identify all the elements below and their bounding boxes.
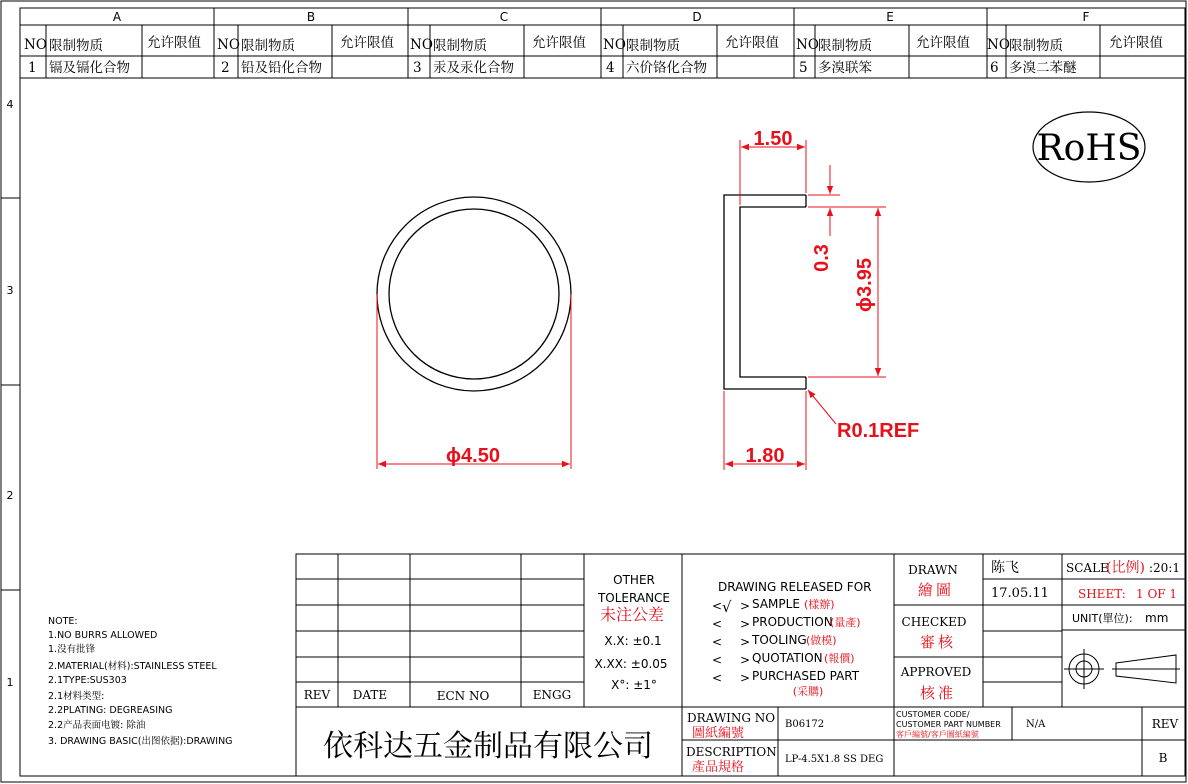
release-close-mark: >: [740, 653, 751, 667]
drawn-date: 17.05.11: [991, 586, 1049, 601]
tolerance-title-cn: 未注公差: [599, 605, 665, 624]
ring-front-view: [377, 197, 571, 469]
tolerance-title-1: OTHER: [613, 573, 655, 587]
release-option-sample: SAMPLE: [752, 597, 800, 611]
note-line: 1.NO BURRS ALLOWED: [48, 630, 158, 641]
release-option-tooling: TOOLING: [752, 633, 807, 647]
date-header: DATE: [352, 688, 388, 702]
zone-row-1: 1: [6, 676, 14, 689]
description-label-cn: 產品規格: [692, 760, 745, 775]
checked-label: CHECKED: [901, 615, 967, 629]
scale-label-cn: (比例): [1106, 560, 1145, 576]
drawing-no-value: B06172: [785, 719, 825, 730]
unit-value: mm: [1145, 611, 1169, 625]
rev-label: REV: [1151, 717, 1179, 731]
scale-sheet-block: [1066, 560, 1180, 625]
substance-no: 2: [221, 60, 230, 76]
release-check-mark: √: [722, 598, 732, 616]
tolerance-block: [594, 573, 670, 692]
release-open-mark: <: [712, 653, 723, 667]
rohs-mark: [1033, 112, 1145, 182]
zone-column-a: A: [112, 10, 122, 24]
note-line: 2.2产品表面电镀: 除油: [48, 720, 146, 731]
engg-header: ENGG: [532, 688, 572, 702]
release-option-quotation-cn: (報價): [824, 652, 855, 665]
release-block: [712, 580, 871, 698]
release-close-mark: >: [740, 671, 751, 685]
header-no-c: NO: [410, 37, 433, 53]
radius-leader: [808, 390, 836, 424]
header-limit-f: 允许限值: [1109, 35, 1163, 51]
substance-no: 5: [799, 60, 808, 76]
drawing-no-label: DRAWING NO: [687, 711, 776, 725]
description-value: LP-4.5X1.8 SS DEG: [785, 754, 884, 765]
outer-diameter-label: ϕ4.50: [446, 445, 500, 467]
header-substance-a: 限制物质: [49, 38, 103, 54]
tolerance-title-2: TOLERANCE: [597, 591, 671, 605]
scale-label: SCALE: [1066, 561, 1109, 575]
release-close-mark: >: [740, 599, 751, 613]
substance-name: 多溴二苯醚: [1009, 60, 1077, 76]
drawn-label-cn: 繪圖: [917, 581, 955, 599]
drawn-name: 陈飞: [991, 560, 1019, 576]
notes-title: NOTE:: [48, 616, 78, 627]
unit-label: UNIT(單位):: [1072, 612, 1133, 625]
header-limit-d: 允许限值: [725, 35, 779, 51]
header-no-f: NO: [987, 37, 1010, 53]
note-line: 2.1TYPE:SUS303: [48, 675, 127, 686]
header-limit-a: 允许限值: [147, 35, 201, 51]
description-label: DESCRIPTION: [686, 745, 777, 759]
projection-symbol-icon: [1064, 649, 1180, 689]
tolerance-angle: X°: ±1°: [611, 678, 657, 692]
rohs-label: RoHS: [1036, 128, 1142, 169]
substance-no: 3: [413, 60, 422, 76]
note-line: 2.1材料类型:: [48, 691, 105, 702]
drawing-no-block: [687, 711, 824, 741]
ecn-header: ECN NO: [436, 689, 490, 703]
release-option-sample-cn: (樣辦): [804, 598, 835, 611]
release-open-mark: <: [712, 635, 723, 649]
substance-no: 4: [606, 60, 615, 76]
release-option-quotation: QUOTATION: [752, 651, 823, 665]
release-close-mark: >: [740, 617, 751, 631]
radius-label: R0.1REF: [837, 420, 920, 442]
drawing-no-label-cn: 圖紙編號: [692, 726, 745, 741]
header-no-d: NO: [603, 37, 626, 53]
header-substance-f: 限制物质: [1009, 38, 1063, 54]
release-open-mark: <: [712, 599, 723, 613]
sheet-label: SHEET:: [1078, 587, 1126, 601]
drawn-label: DRAWN: [908, 563, 958, 577]
substance-name: 六价铬化合物: [626, 60, 707, 76]
note-line: 1.没有批锋: [48, 644, 96, 655]
substance-no: 1: [28, 60, 37, 76]
zone-row-4: 4: [6, 98, 14, 111]
scale-value: :20:1: [1149, 561, 1180, 575]
tolerance-xx: X.XX: ±0.05: [594, 657, 668, 671]
customer-label-1: CUSTOMER CODE/: [896, 710, 970, 719]
header-substance-e: 限制物质: [818, 38, 872, 54]
release-option-production: PRODUCTION: [752, 615, 833, 629]
header-limit-e: 允许限值: [916, 35, 970, 51]
zone-column-f: F: [1082, 10, 1090, 24]
header-limit-b: 允许限值: [340, 35, 394, 51]
wall-dim-label: 1.50: [753, 128, 793, 150]
substance-no: 6: [990, 60, 999, 76]
sheet-value: 1 OF 1: [1136, 587, 1178, 601]
note-line: 2.MATERIAL(材料):STAINLESS STEEL: [48, 661, 217, 672]
customer-label-cn: 客戶編號/客戶圖紙編號: [896, 730, 979, 739]
zone-rows: [7, 98, 14, 689]
zone-column-c: C: [499, 10, 509, 24]
substance-name: 镉及镉化合物: [49, 60, 130, 76]
note-line: 3. DRAWING BASIC(出图依据):DRAWING: [48, 736, 233, 747]
revision-headers: [304, 688, 571, 703]
length-dim-label: 1.80: [745, 445, 785, 467]
header-substance-b: 限制物质: [241, 38, 295, 54]
release-option-purchased-cn: (采購): [792, 685, 824, 698]
note-line: 2.2PLATING: DEGREASING: [48, 705, 173, 716]
zone-column-b: B: [306, 10, 316, 24]
release-option-purchased: PURCHASED PART: [752, 669, 860, 683]
header-no-a: NO: [24, 37, 47, 53]
substance-name: 汞及汞化合物: [433, 60, 514, 76]
zone-column-e: E: [886, 10, 894, 24]
zone-column-d: D: [692, 10, 702, 24]
release-title: DRAWING RELEASED FOR: [718, 580, 872, 594]
rev-header: REV: [303, 688, 331, 702]
company-name: 依科达五金制品有限公司: [323, 729, 653, 764]
rev-value: B: [1158, 751, 1168, 765]
rev-block: [1152, 717, 1179, 765]
substance-table: [20, 25, 1185, 78]
release-option-tooling-cn: (做模): [806, 634, 837, 647]
checked-label-cn: 審核: [919, 633, 957, 651]
release-open-mark: <: [712, 671, 723, 685]
release-open-mark: <: [712, 617, 723, 631]
inner-diameter-label: ϕ3.95: [854, 258, 876, 312]
description-block: [686, 745, 883, 775]
substance-name: 多溴联笨: [818, 60, 872, 76]
approved-label: APPROVED: [900, 665, 972, 679]
header-no-e: NO: [796, 37, 819, 53]
zone-row-3: 3: [6, 284, 14, 297]
notes: [48, 616, 233, 747]
approved-label-cn: 核准: [919, 684, 957, 702]
tolerance-x: X.X: ±0.1: [604, 634, 662, 648]
thickness-dim-label: 0.3: [811, 244, 833, 272]
zone-row-2: 2: [6, 489, 14, 502]
customer-value: N/A: [1026, 719, 1046, 730]
header-substance-d: 限制物质: [626, 38, 680, 54]
customer-label-2: CUSTOMER PART NUMBER: [896, 720, 1001, 729]
substance-name: 铅及铅化合物: [241, 60, 322, 76]
header-limit-c: 允许限值: [532, 35, 586, 51]
header-no-b: NO: [217, 37, 240, 53]
header-substance-c: 限制物质: [433, 38, 487, 54]
release-option-production-cn: (量產): [830, 616, 861, 629]
ring-side-view: [724, 128, 919, 470]
customer-block: [896, 710, 1046, 739]
release-close-mark: >: [740, 635, 751, 649]
